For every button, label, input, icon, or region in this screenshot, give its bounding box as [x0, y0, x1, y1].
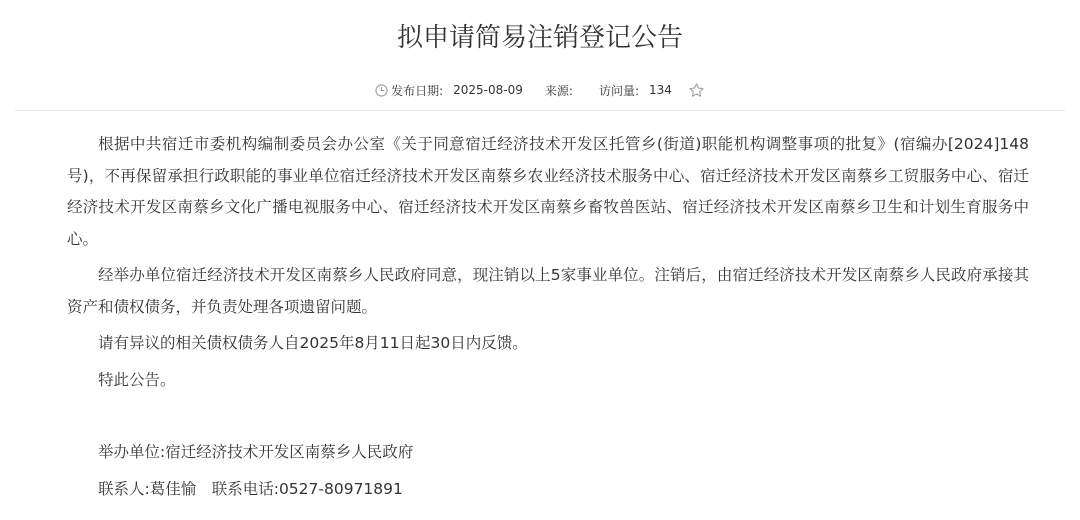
source-label: 来源: [544, 83, 573, 98]
page-title: 拟申请简易注销登记公告 [396, 23, 683, 53]
view-count-value: 134 [648, 83, 672, 97]
organizer-line: 举办单位:宿迁经济技术开发区南蔡乡人民政府 [98, 443, 414, 461]
blank-line [67, 401, 1029, 432]
header-divider [15, 110, 1065, 111]
publish-date-label: 发布日期: [391, 83, 444, 98]
article-body [67, 129, 1029, 510]
contact-line: 联系人:葛佳愉 联系电话:0527-80971891 [98, 479, 403, 498]
publish-date-value: 2025-08-09 [453, 83, 523, 97]
clock-icon [375, 84, 388, 97]
view-count-label: 访问量: [598, 83, 639, 98]
star-icon[interactable] [688, 82, 705, 99]
body-paragraph: 请有异议的相关债权债务人自2025年8月11日起30日内反馈。 [98, 334, 528, 352]
body-paragraph: 根据中共宿迁市委机构编制委员会办公室《关于同意宿迁经济技术开发区托管乡(街道)职能机构调整事项的批复》(宿编办[2024]148号)，不再保留承担行政职能的事业单位宿迁经济技术开发区南蔡乡农业经济技术服务中心、宿迁经济技术开发区南蔡乡工贸服务中心、宿迁经济技术开发区南蔡乡文化广播电视服务中心、宿迁经济技术开发区南蔡乡畜牧兽医站、宿迁经济技术开发区南蔡乡卫生和计划生育服务中心。 [67, 135, 1029, 248]
body-paragraph: 经举办单位宿迁经济技术开发区南蔡乡人民政府同意，现注销以上5家事业单位。注销后，由宿迁经济技术开发区南蔡乡人民政府承接其资产和债权债务，并负责处理各项遗留问题。 [67, 266, 1029, 316]
body-paragraph: 特此公告。 [98, 370, 176, 389]
article-meta [0, 80, 1080, 100]
